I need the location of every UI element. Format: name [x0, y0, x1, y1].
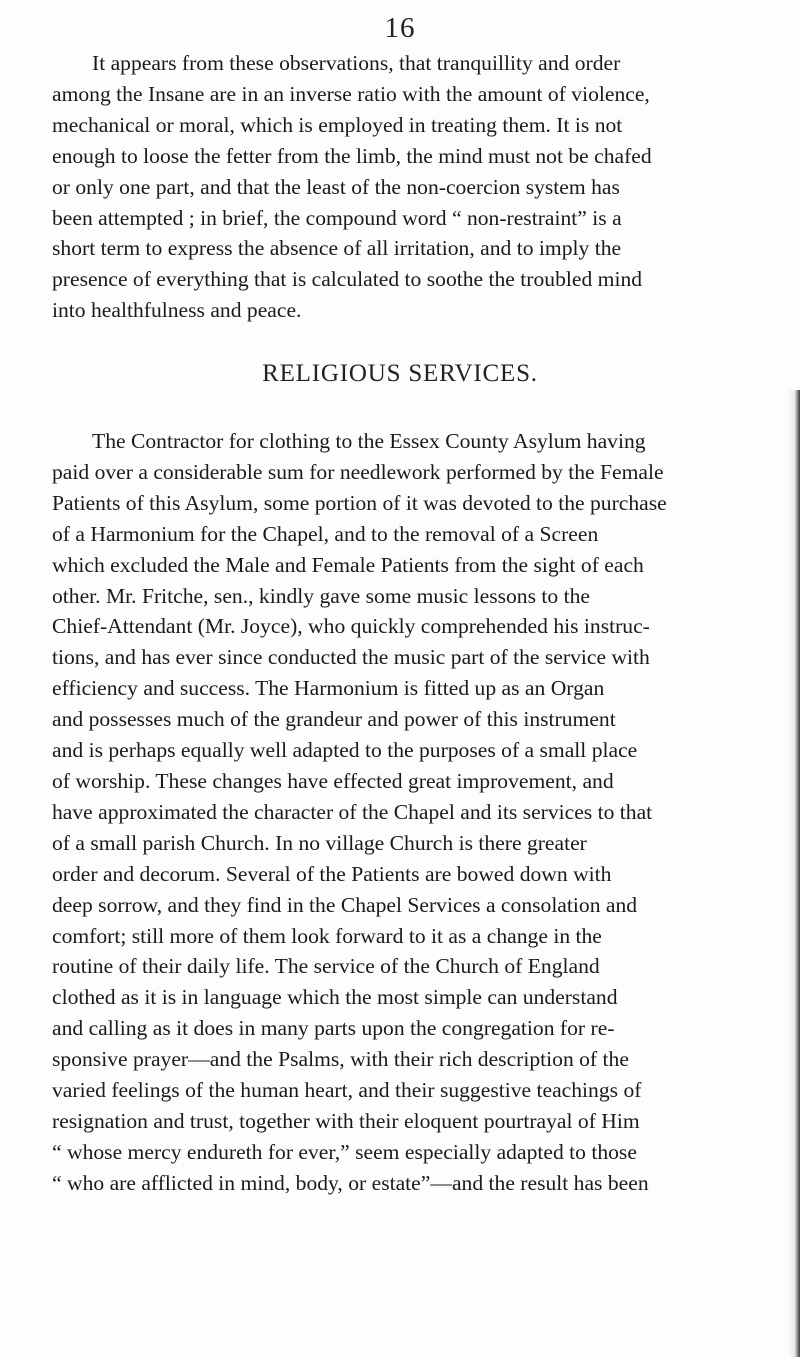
- text-line: presence of everything that is calculated to soothe the troubled mind: [52, 267, 643, 292]
- text-line: varied feelings of the human heart, and their suggestive teachings of: [52, 1078, 642, 1103]
- text-line: short term to express the absence of all irritation, and to imply the: [52, 236, 622, 261]
- text-line: comfort; still more of them look forward to it as a change in the: [52, 923, 602, 948]
- text-line: sponsive prayer—and the Psalms, with their rich description of the: [52, 1047, 629, 1072]
- text-line: been attempted ; in brief, the compound word “ non-restraint” is a: [52, 205, 622, 230]
- text-line: Patients of this Asylum, some portion of it was devoted to the purchase: [52, 490, 667, 515]
- text-line: which excluded the Male and Female Patients from the sight of each: [52, 552, 644, 577]
- text-line: “ who are afflicted in mind, body, or estate”—and the result has been: [52, 1170, 649, 1195]
- text-line: and calling as it does in many parts upon the congregation for re-: [52, 1016, 615, 1041]
- text-line: deep sorrow, and they find in the Chapel Services a consolation and: [52, 892, 638, 917]
- text-line: It appears from these observations, that tranquillity and order: [92, 51, 621, 75]
- text-line: and is perhaps equally well adapted to the purposes of a small place: [52, 738, 638, 763]
- text-line: other. Mr. Fritche, sen., kindly gave some music lessons to the: [52, 583, 590, 608]
- text-line: Chief-Attendant (Mr. Joyce), who quickly comprehended his instruc-: [52, 614, 650, 639]
- text-line: paid over a considerable sum for needlework performed by the Female: [52, 459, 664, 484]
- text-line: of a Harmonium for the Chapel, and to the removal of a Screen: [52, 521, 599, 546]
- text-line: mechanical or moral, which is employed in treating them. It is not: [52, 112, 623, 137]
- text-line: tions, and has ever since conducted the music part of the service with: [52, 645, 650, 670]
- text-line: The Contractor for clothing to the Essex County Asylum having: [92, 429, 646, 453]
- text-line: clothed as it is in language which the most simple can understand: [52, 985, 618, 1010]
- text-line: have approximated the character of the Chapel and its services to that: [52, 799, 653, 824]
- text-line: enough to loose the fetter from the limb, the mind must not be chafed: [52, 143, 652, 168]
- body-paragraph: [52, 426, 790, 1199]
- text-line: of worship. These changes have effected great improvement, and: [52, 768, 614, 793]
- text-line: routine of their daily life. The service of the Church of England: [52, 954, 600, 979]
- text-line: efficiency and success. The Harmonium is fitted up as an Organ: [52, 676, 605, 701]
- text-line: order and decorum. Several of the Patients are bowed down with: [52, 861, 612, 886]
- text-line: and possesses much of the grandeur and power of this instrument: [52, 707, 616, 732]
- page-edge-shadow: [788, 390, 800, 1357]
- text-line: resignation and trust, together with their eloquent pourtrayal of Him: [52, 1108, 640, 1133]
- intro-paragraph: [52, 48, 790, 326]
- section-heading: RELIGIOUS SERVICES.: [262, 360, 538, 387]
- text-line: of a small parish Church. In no village Church is there greater: [52, 830, 587, 855]
- text-line: among the Insane are in an inverse ratio with the amount of violence,: [52, 81, 650, 106]
- text-line: into healthfulness and peace.: [52, 298, 302, 323]
- page-number: 16: [384, 12, 416, 44]
- text-line: or only one part, and that the least of the non-coercion system has: [52, 174, 620, 199]
- text-line: “ whose mercy endureth for ever,” seem especially adapted to those: [52, 1139, 637, 1164]
